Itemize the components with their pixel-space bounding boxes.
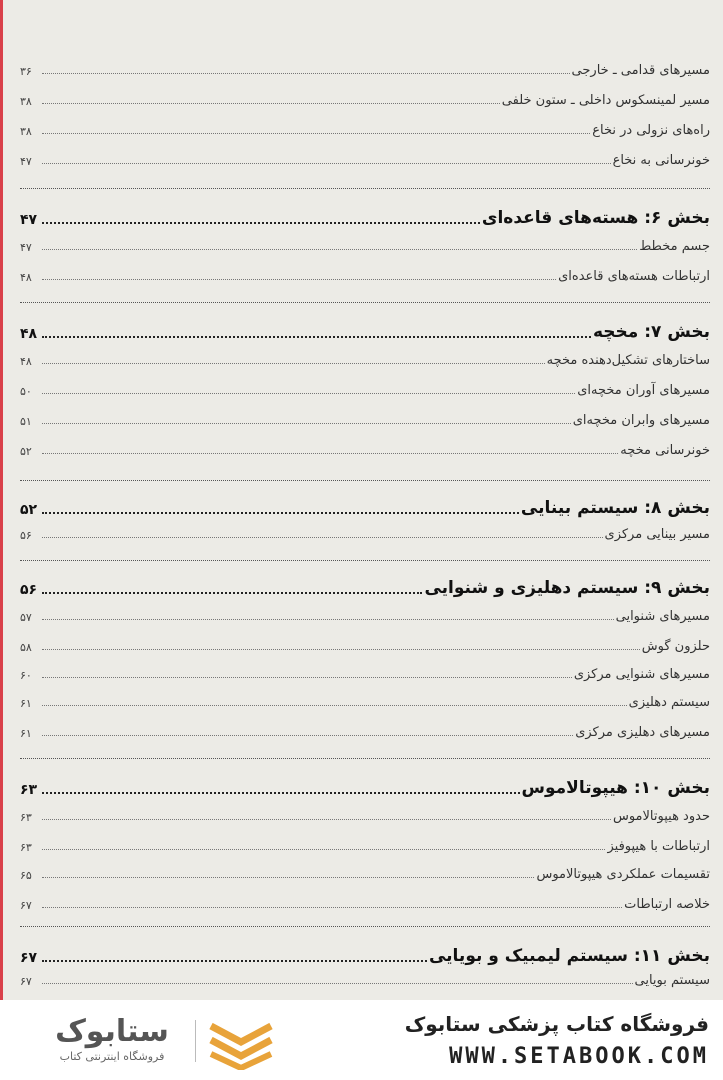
toc-entry-title: حلزون گوش [641,639,710,654]
dot-leader [42,791,520,794]
toc-page-number: ۳۸ [20,125,32,138]
toc-entry-title: سیستم دهلیزی [628,695,710,710]
dot-leader [42,278,556,280]
toc-entry [20,346,710,368]
logo-subtitle: فروشگاه اینترنتی کتاب [59,1050,165,1063]
toc-entry [20,660,710,682]
toc-entry-title: راه‌های نزولی در نخاع [592,123,710,138]
toc-page-number: ۶۰ [20,669,32,682]
toc-page-number: ۵۱ [20,415,32,428]
toc-entry-title: مسیرهای وابران مخچه‌ای [572,413,710,428]
toc-page-number: ۵۲ [20,502,38,518]
toc-entry-title: مسیرهای آوران مخچه‌ای [577,383,710,398]
toc-page-number: ۶۷ [20,950,38,966]
toc-entry [20,802,710,824]
toc-chapter-heading [20,200,710,228]
toc-page-number: ۴۸ [20,355,32,368]
toc-page-number: ۶۱ [20,697,32,710]
logo-wordmark [32,1014,192,1064]
toc-chapter-heading [20,938,710,966]
toc-entry [20,890,710,912]
toc-page-number: ۵۶ [20,582,38,598]
toc-entry [20,632,710,654]
dot-leader [42,362,545,364]
toc-page-number: ۴۷ [20,155,32,168]
toc-page-number: ۵۰ [20,385,32,398]
shop-title: فروشگاه کتاب پزشکی ستابوک [404,1012,709,1036]
dot-leader [42,848,605,850]
dot-leader [42,511,519,514]
dot-leader [42,818,611,820]
toc-page-number: ۳۸ [20,95,32,108]
toc-chapter-heading [20,570,710,598]
section-separator [20,758,710,759]
section-separator [20,560,710,561]
toc-page-number: ۴۸ [20,271,32,284]
toc-page-number: ۶۳ [20,782,38,798]
toc-entry-title: بخش ۱۱: سیستم لیمبیک و بویایی [428,946,710,966]
toc-entry-title: جسم مخطط [639,239,710,254]
toc-entry [20,86,710,108]
toc-page-number: ۶۳ [20,811,32,824]
dot-leader [42,335,591,338]
dot-leader [42,162,611,164]
toc-page-number: ۴۷ [20,212,38,228]
toc-entry [20,406,710,428]
toc-entry [20,602,710,624]
dot-leader [42,959,427,962]
toc-page-number: ۶۷ [20,899,32,912]
toc-entry [20,436,710,458]
dot-leader [42,591,422,594]
toc-entry [20,860,710,882]
toc-entry [20,718,710,740]
dot-leader [42,982,633,984]
toc-page-number: ۵۸ [20,641,32,654]
dot-leader [42,72,570,74]
section-separator [20,926,710,927]
toc-page-number: ۵۶ [20,529,32,542]
logo-main-text: ستابوک [55,1014,169,1049]
toc-entry [20,832,710,854]
toc-entry-title: بخش ۹: سیستم دهلیزی و شنوایی [424,578,710,598]
toc-entry-title: خلاصه ارتباطات [624,897,710,912]
toc-entry-title: مسیر لمینسکوس داخلی ـ ستون خلفی [501,93,710,108]
toc-entry-title: مسیرهای شنوایی [615,609,710,624]
toc-entry-title: بخش ۷: مخچه [592,322,710,342]
dot-leader [42,734,573,736]
toc-entry-title: مسیرهای قدامی ـ خارجی [571,63,710,78]
toc-entry [20,56,710,78]
toc-entry-title: ارتباطات هسته‌های قاعده‌ای [558,269,710,284]
toc-entry-title: ارتباطات با هیپوفیز [607,839,710,854]
dot-leader [42,648,640,650]
toc-page-number: ۶۳ [20,841,32,854]
dot-leader [42,392,575,394]
dot-leader [42,221,480,224]
dot-leader [42,132,590,134]
toc-entry-title: ساختارهای تشکیل‌دهنده مخچه [546,353,710,368]
toc-entry-title: بخش ۶: هسته‌های قاعده‌ای [481,208,710,228]
logo-divider [195,1020,196,1062]
dot-leader [42,704,627,706]
toc-entry-title: مسیرهای شنوایی مرکزی [573,667,710,682]
dot-leader [42,248,637,250]
toc-chapter-heading [20,490,710,518]
toc-page-number: ۵۷ [20,611,32,624]
dot-leader [42,876,534,878]
section-separator [20,188,710,189]
toc-page-number: ۶۵ [20,869,32,882]
dot-leader [42,452,618,454]
toc-entry-title: خونرسانی به نخاع [612,153,710,168]
chevrons-logo-icon [207,1020,275,1070]
toc-entry-title: بخش ۸: سیستم بینایی [520,498,710,518]
toc-entry [20,116,710,138]
toc-entry-title: حدود هیپوتالاموس [612,809,710,824]
toc-chapter-heading [20,770,710,798]
toc-entry [20,232,710,254]
toc-entry [20,520,710,542]
toc-page-number: ۶۱ [20,727,32,740]
shop-url: WWW.SETABOOK.COM [449,1044,709,1069]
toc-page-number: ۳۶ [20,65,32,78]
section-separator [20,302,710,303]
toc-page-number: ۶۷ [20,975,32,988]
toc-entry-title: خونرسانی مخچه [620,443,710,458]
toc-entry-title: مسیرهای دهلیزی مرکزی [575,725,710,740]
dot-leader [42,536,603,538]
toc-page-number: ۴۷ [20,241,32,254]
dot-leader [42,618,614,620]
dot-leader [42,906,622,908]
dot-leader [42,676,572,678]
toc-chapter-heading [20,314,710,342]
toc-entry [20,688,710,710]
toc-entry-title: تقسیمات عملکردی هیپوتالاموس [536,867,710,882]
toc-entry-title: سیستم بویایی [634,973,710,988]
section-separator [20,480,710,481]
dot-leader [42,102,500,104]
toc-entry [20,376,710,398]
toc-page-number: ۴۸ [20,326,38,342]
dot-leader [42,422,571,424]
toc-entry [20,262,710,284]
toc-entry-title: مسیر بینایی مرکزی [604,527,710,542]
footer-banner [0,1000,723,1080]
toc-entry [20,146,710,168]
toc-entry-title: بخش ۱۰: هیپوتالاموس [521,778,710,798]
toc-entry [20,966,710,988]
toc-page-number: ۵۲ [20,445,32,458]
